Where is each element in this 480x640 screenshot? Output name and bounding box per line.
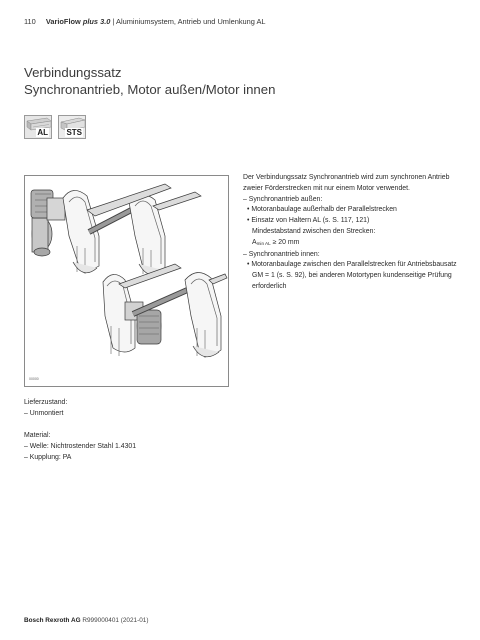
delivery-section [24, 398, 67, 420]
badge-al-label: AL [37, 128, 48, 137]
min-distance-value: ≥ 20 mm [270, 238, 300, 246]
page-title [24, 64, 275, 98]
delivery-item: – Unmontiert [24, 409, 64, 417]
list-item: Mindestabstand zwischen den Strecken: [252, 227, 376, 235]
badge-al [24, 115, 52, 139]
list-item: – Synchronantrieb innen: [243, 250, 320, 258]
description-intro: Der Verbindungssatz Synchronantrieb wird zum synchronen Antrieb zweier Förderstrecken mit nur einem Motor verwendet. [243, 174, 450, 192]
badge-sts [58, 115, 86, 139]
page-header [24, 17, 266, 26]
material-item: – Kupplung: PA [24, 453, 72, 461]
title-line-1: Verbindungssatz [24, 65, 122, 80]
list-item: • Motoranbaulage außerhalb der Parallelstrecken [247, 206, 397, 214]
header-section: Aluminiumsystem, Antrieb und Umlenkung AL [116, 17, 266, 26]
product-name: VarioFlow [45, 17, 81, 26]
product-figure [24, 175, 229, 387]
material-section [24, 431, 136, 463]
list-item: • Motoranbaulage zwischen den Parallelstrecken für Antriebsbausatz GM = 1 (s. S. 92), bei anderen Motortypen kundenseitige Prüfung erforderlich [247, 261, 457, 290]
list-item: • Einsatz von Haltern AL (s. S. 117, 121) [247, 217, 370, 225]
material-label: Material: [24, 432, 51, 439]
title-line-2: Synchronantrieb, Motor außen/Motor innen [24, 82, 276, 97]
product-suffix: plus 3.0 [82, 17, 111, 26]
synchronous-drive-illustration [25, 176, 228, 386]
description-block [243, 173, 463, 293]
header-separator: | [112, 17, 115, 26]
page-footer [24, 617, 148, 624]
page-number: 110 [24, 17, 36, 26]
assembly-motor-inside [103, 264, 227, 358]
footer-doc-number: R999000401 (2021-01) [82, 617, 149, 624]
assembly-motor-outside [31, 184, 201, 276]
figure-id: 00000 [29, 377, 39, 381]
badge-sts-label: STS [66, 128, 82, 137]
footer-company: Bosch Rexroth AG [24, 617, 81, 624]
min-distance-symbol: A [252, 238, 257, 246]
list-item-min-distance [243, 238, 463, 250]
delivery-label: Lieferzustand: [24, 399, 68, 406]
description-list [243, 195, 463, 293]
list-item: – Synchronantrieb außen: [243, 195, 323, 203]
material-item: – Welle: Nichtrostender Stahl 1.4301 [24, 442, 137, 450]
min-distance-subscript: min AL [256, 240, 271, 246]
